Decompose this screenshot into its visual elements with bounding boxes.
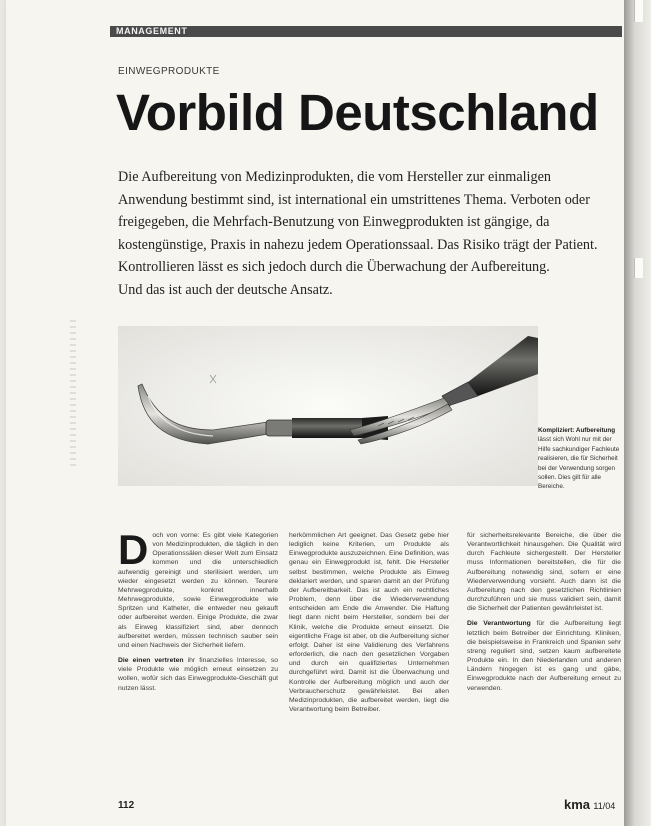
lead-line: freigegeben, die Mehrfach-Benutzung von Einwegprodukten ist gängige, da: [118, 214, 550, 230]
photo-background: [118, 326, 538, 486]
body-paragraph: och von vorne: Es gibt viele Kategorien von Medizinprodukten, die täglich in den Operationssälen dieser Welt zum Einsatz kommen und die unterschiedlich aufwendig gereinigt und sterilisiert werden, um wieder eingesetzt werden zu können. Teurere Mehrwegprodukte, konkret innerhalb Mehrwegprodukte, sowie Einwegprodukte wie Spritzen und Katheter, die entweder neu gekauft oder aufbereitet werden. Einige Produkte, die zwar als Einweg klassifiziert sind, aber dennoch aufbereitet werden, müssen technisch sauber sein und einen Nachweis der Sicherheit liefern.: [118, 532, 278, 649]
body-paragraph: für die Aufbereitung liegt letztlich beim Betreiber der Einrichtung. Kliniken, die beispielsweise in Frankreich und Spanien sehr streng reguliert sind, setzen kaum aufbereitete Produkte ein. In den Niederlanden und anderen Ländern hingegen ist es gang und gäbe, Einwegprodukte nach der Aufbereitung erneut zu verwenden.: [467, 620, 621, 692]
article-lead: [118, 166, 618, 301]
article-photos: [118, 326, 538, 486]
gutter-shadow: [70, 320, 76, 470]
lead-line: Anwendung bestimmt sind, ist international ein umstrittenes Thema. Verboten oder: [118, 191, 590, 208]
page-tab-marker: [634, 0, 643, 22]
page-tab-marker: [634, 258, 643, 278]
section-header-bar: MANAGEMENT: [110, 26, 622, 37]
body-subhead: Die einen vertreten: [118, 657, 184, 665]
article-headline: Vorbild Deutschland: [116, 84, 599, 141]
lead-line: kostengünstige, Praxis in nahezu jedem Operationssaal. Das Risiko trägt der Patient.: [118, 236, 598, 253]
next-page-edge: [624, 0, 651, 826]
body-column-3: [467, 531, 621, 699]
caption-bold: Kompliziert: Aufbereitung: [538, 427, 616, 434]
lead-line: Und das ist auch der deutsche Ansatz.: [118, 281, 333, 298]
body-paragraph: ihr finanzielles Interesse, so viele Produkte wie möglich erneut einsetzen zu wollen, wofür sich das Einwegprodukte-Geschäft gut nutzen lässt.: [118, 657, 278, 692]
body-paragraph: für sicherheitsrelevante Bereiche, die über die Verantwortlichkeit hinausgehen. Die Qualität wird durch Fachleute sichergestellt. Der Hersteller muss Informationen bereitstellen, die für die Aufbereitung notwendig sind, sofern er eine Wiederverwendung vorsieht. Auch dann ist die Aufbereitung nach den gesetzlichen Richtlinien durchzuführen und sie muss validiert sein, damit die Sicherheit der Patienten gewährleistet ist.: [467, 532, 621, 613]
article-kicker: EINWEGPRODUKTE: [118, 66, 220, 77]
body-subhead: Die Verantwortung: [467, 620, 531, 628]
body-column-1: [118, 526, 278, 699]
body-column-2: [289, 531, 449, 720]
magazine-brand: [564, 797, 615, 812]
drop-cap: D: [118, 526, 149, 573]
issue-number: 11/04: [593, 801, 616, 811]
caption-text: lässt sich Wohl nur mit der Hilfe sachkundiger Fachleute realisieren, die für Sicherheit bei der Verwendung sorgen sollen. Dies gilt für alle Bereiche.: [538, 436, 620, 491]
brand-logo: kma: [564, 797, 591, 812]
lead-line: Kontrollieren lässt es sich jedoch durch die Überwachung der Aufbereitung.: [118, 259, 550, 275]
lead-line: Die Aufbereitung von Medizinprodukten, die vom Hersteller zur einmaligen: [118, 169, 551, 185]
body-paragraph: herkömmlichen Art geeignet. Das Gesetz gebe hier lediglich keine Kriterien, um Produkte als Einwegprodukte auszuzeichnen. Eine Definition, was genau ein Einwegprodukt ist, fehlt. Die Hersteller selbst bestimmen, welche Produkte als Einweg deklariert werden, und sparen damit an der Prüfung der Aufbereitbarkeit. Das ist auch ein rechtliches Problem, denn über die Wiederverwendung entscheiden am Ende die Anwender. Die Haftung liegt dann nicht beim Hersteller, sondern bei der Klinik, welche die Produkte erneut einsetzt. Die eigentliche Frage ist aber, ob die Aufbereitung sicher erfolgt. Daher ist eine Validierung des Verfahrens erforderlich, die nach den gesetzlichen Vorgaben und durch ein qualifiziertes Unternehmen durchgeführt wird. Damit ist die Überwachung und Kontrolle der Aufbereitung möglich und auch der Verbraucherschutz gewährleistet. Bei allen Medizinprodukten, die aufbereitet werden, liegt die Verantwortung beim Betreiber.: [289, 532, 449, 713]
photo-caption: [538, 426, 620, 492]
page-number: 112: [118, 800, 135, 811]
